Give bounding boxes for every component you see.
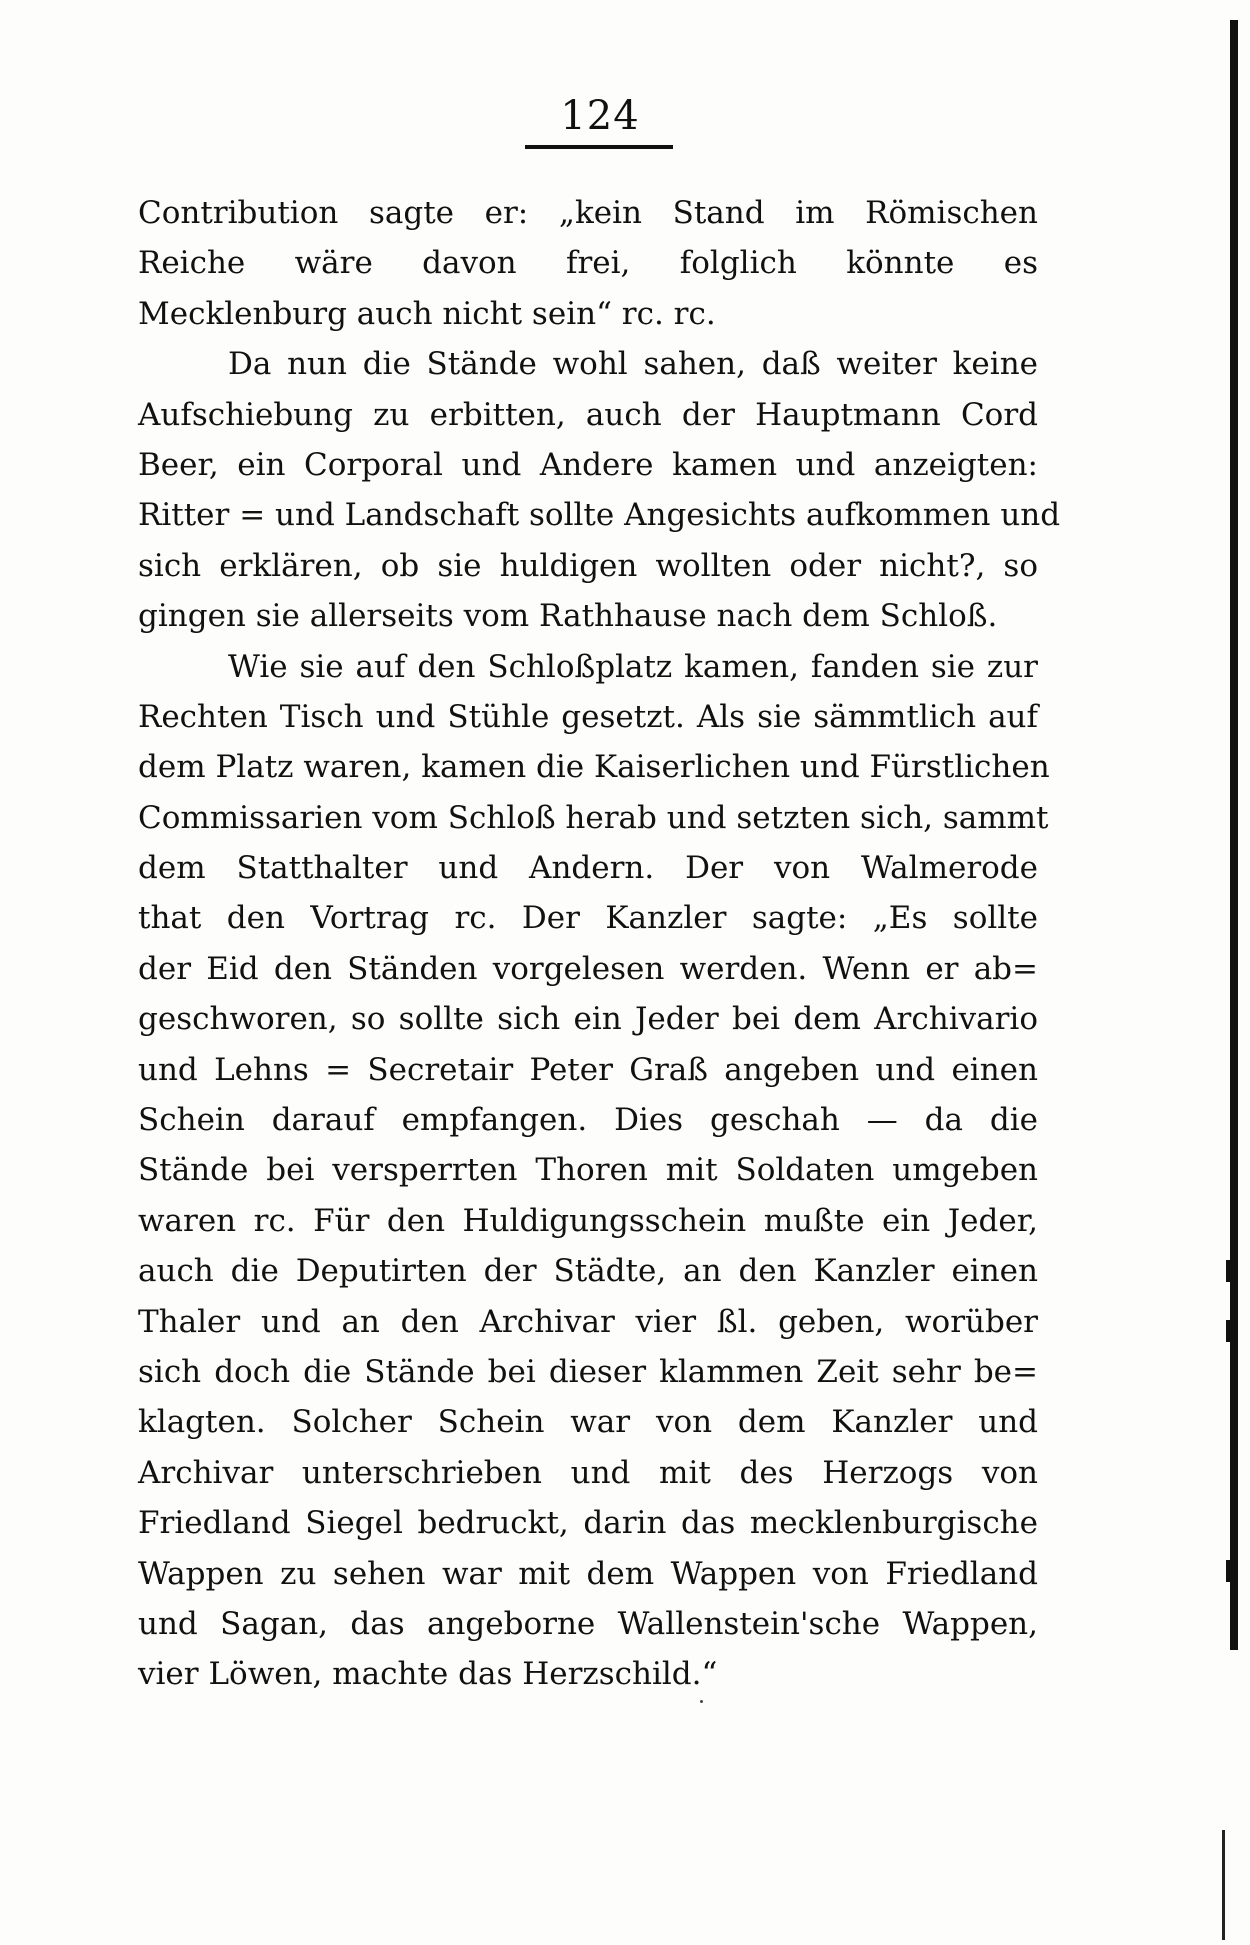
text-line: that den Vortrag rc. Der Kanzler sagte: „Es sollte [138, 900, 1038, 937]
text-line: Thaler und an den Archivar vier ßl. geben, worüber [138, 1303, 1038, 1340]
text-line: Wappen zu sehen war mit dem Wappen von Friedland [138, 1555, 1038, 1592]
text-line: Stände bei versperrten Thoren mit Soldaten umgeben [138, 1152, 1038, 1189]
body-text [138, 188, 1061, 1700]
text-line: waren rc. Für den Huldigungsschein mußte ein Jeder, [138, 1202, 1038, 1239]
text-line: sich erklären, ob sie huldigen wollten oder nicht?, so [138, 547, 1038, 584]
text-line: gingen sie allerseits vom Rathhause nach dem Schloß. [138, 598, 998, 635]
text-line: Reiche wäre davon frei, folglich könnte es [138, 245, 1038, 282]
text-line: Ritter = und Landschaft sollte Angesichts aufkommen und [138, 497, 1061, 534]
text-line: und Sagan, das angeborne Wallenstein'sche Wappen, [138, 1605, 1038, 1642]
text-line: Schein darauf empfangen. Dies geschah — da die [138, 1102, 1038, 1139]
text-line: geschworen, so sollte sich ein Jeder bei dem Archivario [138, 1001, 1038, 1038]
text-line: Beer, ein Corporal und Andere kamen und anzeigten: [138, 446, 1038, 483]
text-line: sich doch die Stände bei dieser klammen Zeit sehr be= [138, 1353, 1038, 1390]
text-line: Rechten Tisch und Stühle gesetzt. Als sie sämmtlich auf [138, 698, 1038, 735]
header-rule [525, 145, 673, 149]
text-line: der Eid den Ständen vorgelesen werden. Wenn er ab= [138, 950, 1038, 987]
binding-edge-tick [1226, 1320, 1230, 1342]
binding-edge-tick [1226, 1560, 1230, 1582]
text-line: auch die Deputirten der Städte, an den Kanzler einen [138, 1253, 1038, 1290]
binding-edge-tick [1226, 1260, 1230, 1282]
text-line: Friedland Siegel bedruckt, darin das mecklenburgische [138, 1505, 1038, 1542]
paragraph [138, 188, 1038, 339]
text-line: Aufschiebung zu erbitten, auch der Hauptmann Cord [138, 396, 1038, 433]
text-line: Archivar unterschrieben und mit des Herzogs von [138, 1454, 1038, 1491]
paragraph [138, 339, 1061, 641]
binding-edge-low [1222, 1830, 1225, 1940]
paper-speck [700, 1700, 703, 1703]
text-line: Mecklenburg auch nicht sein“ rc. rc. [138, 295, 716, 332]
text-line: dem Platz waren, kamen die Kaiserlichen und Fürstlichen [138, 749, 1050, 786]
paragraph [138, 642, 1050, 1700]
page-number: 124 [560, 93, 640, 139]
text-line: klagten. Solcher Schein war von dem Kanzler und [138, 1404, 1038, 1441]
text-line: Contribution sagte er: „kein Stand im Römischen [138, 195, 1038, 231]
text-line: Commissarien vom Schloß herab und setzten sich, sammt [138, 799, 1049, 836]
text-line: dem Statthalter und Andern. Der von Walmerode [138, 850, 1038, 887]
text-line: vier Löwen, machte das Herzschild.“ [138, 1656, 718, 1693]
text-line: Da nun die Stände wohl sahen, daß weiter keine [228, 346, 1038, 383]
binding-edge [1202, 0, 1250, 1945]
binding-edge-bar [1230, 20, 1238, 1650]
text-line: Wie sie auf den Schloßplatz kamen, fanden sie zur [228, 648, 1038, 685]
text-line: und Lehns = Secretair Peter Graß angeben und einen [138, 1051, 1038, 1088]
